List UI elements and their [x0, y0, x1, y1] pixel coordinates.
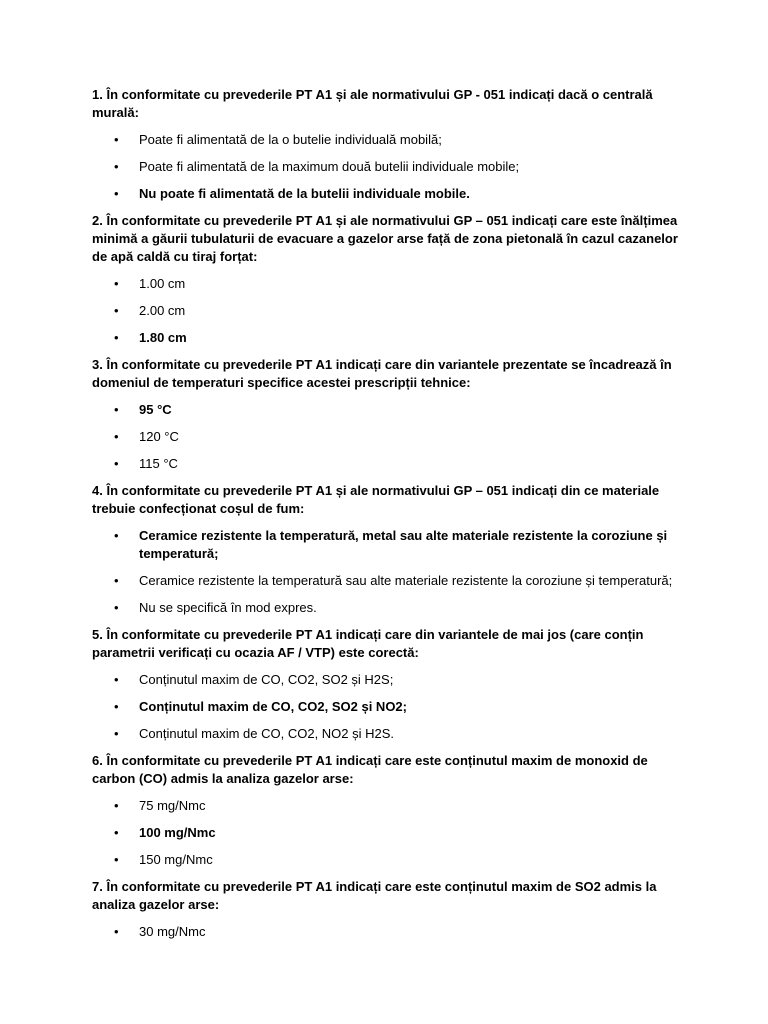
answer-text: Nu se specifică în mod expres.	[139, 600, 317, 615]
question-text: 6. În conformitate cu prevederile PT A1 indicați care este conținutul maxim de monoxid de carbon (CO) admis la analiza gazelor arse:	[92, 753, 648, 786]
answer-option	[92, 302, 682, 320]
answer-text: 75 mg/Nmc	[139, 798, 206, 813]
answer-text: 115 °C	[139, 456, 178, 471]
answer-text: Poate fi alimentată de la o butelie individuală mobilă;	[139, 132, 442, 147]
bullet-icon: •	[114, 825, 119, 840]
answer-list	[92, 797, 682, 869]
bullet-icon: •	[114, 573, 119, 588]
answer-option	[92, 572, 682, 590]
question-text: 7. În conformitate cu prevederile PT A1 indicați care este conținutul maxim de SO2 admis la analiza gazelor arse:	[92, 879, 657, 912]
answer-option	[92, 851, 682, 869]
answer-text: 1.00 cm	[139, 276, 186, 291]
document-page	[92, 86, 682, 950]
answer-option	[92, 158, 682, 176]
bullet-icon: •	[114, 402, 119, 417]
question-text: 5. În conformitate cu prevederile PT A1 indicați care din variantele de mai jos (care conțin parametrii verificați cu ocazia AF / VTP) este corectă:	[92, 627, 644, 660]
question-text: 4. În conformitate cu prevederile PT A1 și ale normativului GP – 051 indicați din ce materiale trebuie confecționat coșul de fum:	[92, 483, 660, 516]
bullet-icon: •	[114, 528, 119, 543]
bullet-icon: •	[114, 672, 119, 687]
answer-text: Conținutul maxim de CO, CO2, SO2 și H2S;	[139, 672, 394, 687]
answer-text: Poate fi alimentată de la maximum două butelii individuale mobile;	[139, 159, 520, 174]
bullet-icon: •	[114, 186, 119, 201]
answer-text: 150 mg/Nmc	[139, 852, 213, 867]
answer-option	[92, 671, 682, 689]
bullet-icon: •	[114, 456, 119, 471]
answer-text: Conținutul maxim de CO, CO2, SO2 și NO2;	[139, 699, 407, 714]
answer-text: Ceramice rezistente la temperatură sau alte materiale rezistente la coroziune și temperatură;	[139, 573, 673, 588]
answer-option-correct	[92, 527, 682, 563]
answer-option	[92, 599, 682, 617]
answer-option	[92, 428, 682, 446]
answer-option	[92, 131, 682, 149]
bullet-icon: •	[114, 303, 119, 318]
answer-text: Nu poate fi alimentată de la butelii individuale mobile.	[139, 186, 470, 201]
answer-option	[92, 275, 682, 293]
answer-text: 1.80 cm	[139, 330, 187, 345]
answer-text: 2.00 cm	[139, 303, 186, 318]
answer-list	[92, 401, 682, 473]
answer-text: Conținutul maxim de CO, CO2, NO2 și H2S.	[139, 726, 395, 741]
answer-list	[92, 275, 682, 347]
answer-text: Ceramice rezistente la temperatură, metal sau alte materiale rezistente la coroziune și temperatură;	[139, 528, 668, 561]
answer-text: 100 mg/Nmc	[139, 825, 216, 840]
answer-text: 120 °C	[139, 429, 179, 444]
bullet-icon: •	[114, 429, 119, 444]
bullet-icon: •	[114, 798, 119, 813]
answer-option	[92, 455, 682, 473]
bullet-icon: •	[114, 159, 119, 174]
bullet-icon: •	[114, 600, 119, 615]
bullet-icon: •	[114, 852, 119, 867]
answer-option-correct	[92, 824, 682, 842]
answer-option	[92, 923, 682, 941]
bullet-icon: •	[114, 132, 119, 147]
answer-text: 95 °C	[139, 402, 172, 417]
answer-option-correct	[92, 185, 682, 203]
answer-option	[92, 797, 682, 815]
bullet-icon: •	[114, 726, 119, 741]
answer-option	[92, 725, 682, 743]
answer-list	[92, 131, 682, 203]
bullet-icon: •	[114, 276, 119, 291]
answer-text: 30 mg/Nmc	[139, 924, 206, 939]
bullet-icon: •	[114, 924, 119, 939]
answer-option-correct	[92, 401, 682, 419]
answer-option-correct	[92, 329, 682, 347]
question-text: 3. În conformitate cu prevederile PT A1 indicați care din variantele prezentate se încadrează în domeniul de temperaturi specifice acestei prescripții tehnice:	[92, 357, 672, 390]
answer-list	[92, 923, 682, 941]
bullet-icon: •	[114, 699, 119, 714]
bullet-icon: •	[114, 330, 119, 345]
answer-option-correct	[92, 698, 682, 716]
answer-list	[92, 671, 682, 743]
question-text: 2. În conformitate cu prevederile PT A1 și ale normativului GP – 051 indicați care este înălțimea minimă a găurii tubulaturii de evacuare a gazelor arse față de zona pietonală în cazul cazanelor de apă caldă cu tiraj forțat:	[92, 213, 678, 264]
question-text: 1. În conformitate cu prevederile PT A1 și ale normativului GP - 051 indicați dacă o centrală murală:	[92, 87, 653, 120]
answer-list	[92, 527, 682, 617]
